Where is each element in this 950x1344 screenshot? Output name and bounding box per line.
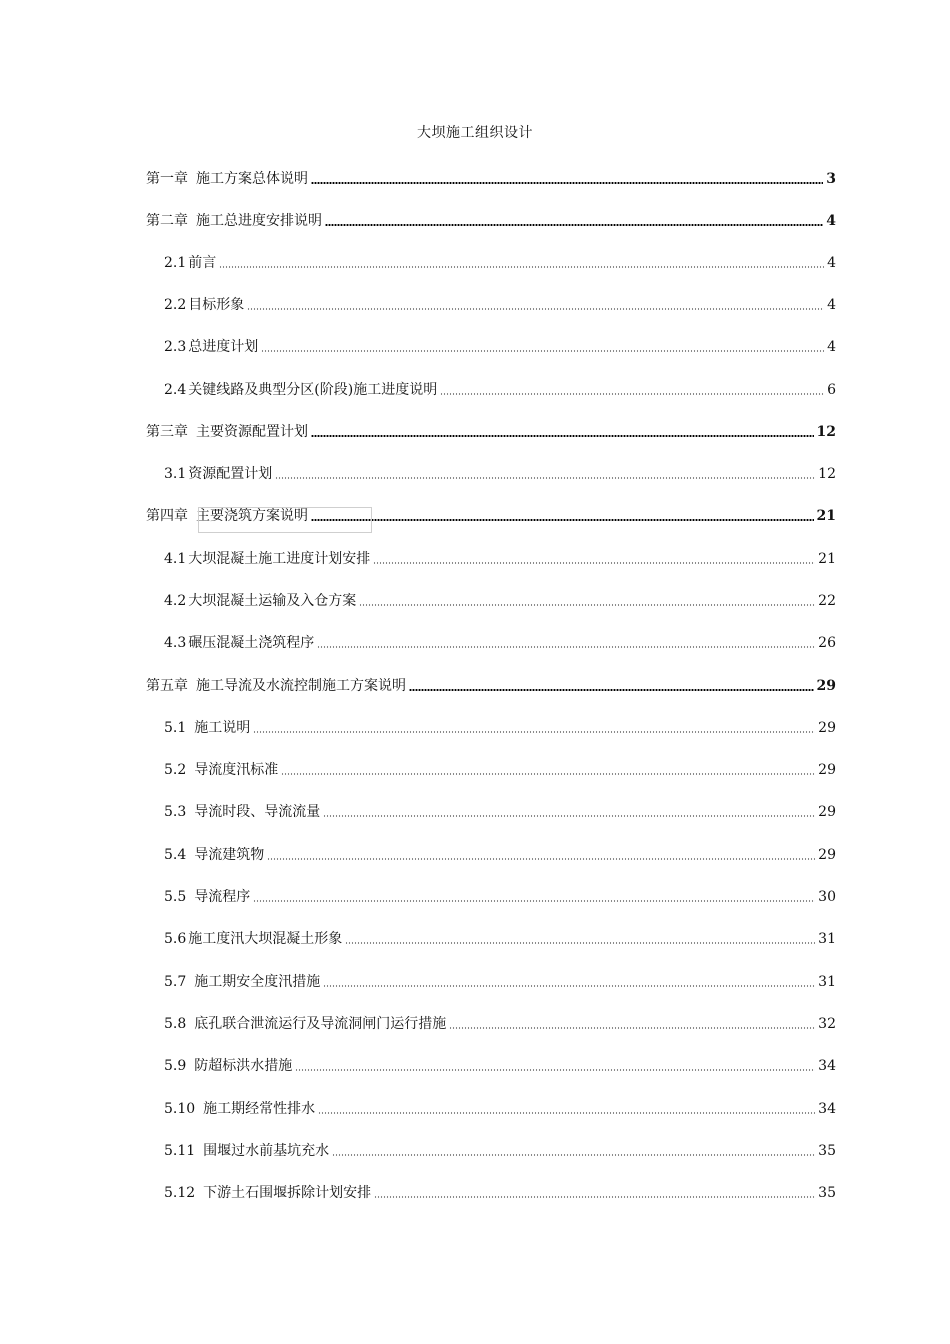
toc-label: 底孔联合泄流运行及导流洞闸门运行措施 (194, 1016, 447, 1032)
toc-entry-4-2[interactable] (164, 588, 836, 610)
toc-number: 2.4 (164, 382, 187, 398)
dot-leader (219, 266, 824, 268)
dot-leader (253, 731, 815, 733)
toc-label: 施工度汛大坝混凝土形象 (188, 931, 343, 947)
toc-number: 5.9 (164, 1058, 187, 1074)
toc-label: 导流建筑物 (194, 847, 265, 863)
toc-label: 防超标洪水措施 (194, 1058, 293, 1074)
toc-label: 施工导流及水流控制施工方案说明 (196, 678, 406, 694)
dot-leader (275, 477, 815, 479)
document-title: 大坝施工组织设计 (417, 125, 533, 141)
toc-entry-5-9[interactable] (164, 1053, 836, 1075)
toc-number: 第四章 (146, 508, 188, 524)
toc-number: 3.1 (164, 466, 187, 482)
toc-entry-5-3[interactable] (164, 799, 836, 821)
dot-leader (325, 224, 823, 226)
dot-leader (311, 519, 814, 521)
toc-page-number: 29 (816, 678, 836, 694)
toc-page-number: 32 (818, 1016, 836, 1032)
toc-label: 总进度计划 (188, 339, 259, 355)
toc-page-number: 6 (827, 382, 836, 398)
dot-leader (281, 773, 815, 775)
toc-entry-chapter-1[interactable] (146, 166, 836, 188)
toc-label: 施工说明 (194, 720, 251, 736)
toc-entry-5-4[interactable] (164, 842, 836, 864)
toc-number: 第二章 (146, 213, 188, 229)
toc-number: 5.11 (164, 1143, 196, 1159)
toc-entry-5-8[interactable] (164, 1011, 836, 1033)
toc-entry-4-1[interactable] (164, 546, 836, 568)
toc-label: 施工期经常性排水 (203, 1101, 316, 1117)
toc-page-number: 12 (818, 466, 836, 482)
toc-number: 5.7 (164, 974, 187, 990)
toc-label: 主要浇筑方案说明 (196, 508, 308, 524)
dot-leader (373, 562, 815, 564)
toc-entry-5-1[interactable] (164, 715, 836, 737)
toc-label: 导流时段、导流流量 (194, 804, 321, 820)
toc-label: 导流程序 (194, 889, 251, 905)
toc-page-number: 29 (818, 804, 836, 820)
toc-label: 关键线路及典型分区(阶段)施工进度说明 (188, 382, 438, 398)
toc-page-number: 3 (826, 171, 836, 187)
toc-page-number: 31 (818, 931, 836, 947)
toc-page-number: 35 (818, 1143, 836, 1159)
dot-leader (247, 308, 824, 310)
dot-leader (323, 985, 815, 987)
dot-leader (267, 858, 815, 860)
toc-page-number: 29 (818, 720, 836, 736)
toc-page-number: 4 (827, 255, 836, 271)
toc-entry-2-3[interactable] (164, 334, 836, 356)
toc-label: 资源配置计划 (188, 466, 273, 482)
toc-number: 5.8 (164, 1016, 187, 1032)
toc-number: 2.3 (164, 339, 187, 355)
toc-entry-chapter-5[interactable] (146, 673, 836, 695)
dot-leader (311, 435, 814, 437)
toc-number: 第三章 (146, 424, 188, 440)
dot-leader (359, 604, 815, 606)
toc-entry-2-1[interactable] (164, 250, 836, 272)
toc-page-number: 4 (826, 213, 836, 229)
toc-page-number: 21 (818, 551, 836, 567)
dot-leader (345, 942, 815, 944)
toc-label: 大坝混凝土施工进度计划安排 (188, 551, 371, 567)
toc-label: 碾压混凝土浇筑程序 (188, 635, 315, 651)
toc-entry-5-10[interactable] (164, 1096, 836, 1118)
toc-page-number: 30 (818, 889, 836, 905)
dot-leader (311, 182, 823, 184)
toc-entry-5-12[interactable] (164, 1180, 836, 1202)
toc-label: 施工总进度安排说明 (196, 213, 322, 229)
toc-number: 5.5 (164, 889, 187, 905)
dot-leader (409, 689, 814, 691)
toc-entry-4-3[interactable] (164, 630, 836, 652)
dot-leader (261, 350, 824, 352)
toc-number: 5.2 (164, 762, 187, 778)
toc-entry-2-2[interactable] (164, 292, 836, 314)
dot-leader (318, 1112, 815, 1114)
dot-leader (295, 1069, 815, 1071)
toc-label: 目标形象 (188, 297, 245, 313)
dot-leader (440, 393, 824, 395)
dot-leader (332, 1154, 815, 1156)
toc-label: 大坝混凝土运输及入仓方案 (188, 593, 357, 609)
toc-page-number: 29 (818, 762, 836, 778)
dot-leader (323, 815, 815, 817)
toc-number: 4.3 (164, 635, 187, 651)
toc-number: 4.2 (164, 593, 187, 609)
toc-number: 4.1 (164, 551, 187, 567)
toc-number: 5.6 (164, 931, 187, 947)
dot-leader (449, 1027, 815, 1029)
toc-number: 5.1 (164, 720, 187, 736)
toc-entry-2-4[interactable] (164, 377, 836, 399)
toc-number: 2.1 (164, 255, 187, 271)
toc-number: 第一章 (146, 171, 188, 187)
toc-number: 2.2 (164, 297, 187, 313)
toc-number: 5.3 (164, 804, 187, 820)
toc-entry-3-1[interactable] (164, 461, 836, 483)
dot-leader (253, 900, 815, 902)
toc-page-number: 31 (818, 974, 836, 990)
toc-label: 下游土石围堰拆除计划安排 (203, 1185, 372, 1201)
toc-page-number: 4 (827, 297, 836, 313)
toc-label: 施工期安全度汛措施 (194, 974, 321, 990)
toc-page-number: 34 (818, 1058, 836, 1074)
toc-entry-5-6[interactable] (164, 926, 836, 948)
toc-entry-5-2[interactable] (164, 757, 836, 779)
toc-entry-5-5[interactable] (164, 884, 836, 906)
toc-label: 前言 (188, 255, 217, 271)
dot-leader (317, 646, 815, 648)
toc-entry-5-11[interactable] (164, 1138, 836, 1160)
toc-page-number: 26 (818, 635, 836, 651)
toc-label: 导流度汛标准 (194, 762, 279, 778)
toc-number: 5.4 (164, 847, 187, 863)
toc-page-number: 22 (818, 593, 836, 609)
toc-page-number: 12 (816, 424, 836, 440)
toc-entry-chapter-3[interactable] (146, 419, 836, 441)
dot-leader (374, 1196, 815, 1198)
toc-page-number: 35 (818, 1185, 836, 1201)
toc-entry-chapter-2[interactable] (146, 208, 836, 230)
toc-page-number: 21 (816, 508, 836, 524)
toc-number: 第五章 (146, 678, 188, 694)
toc-page-number: 4 (827, 339, 836, 355)
toc-entry-5-7[interactable] (164, 969, 836, 991)
toc-label: 施工方案总体说明 (196, 171, 308, 187)
toc-page-number: 29 (818, 847, 836, 863)
toc-label: 主要资源配置计划 (196, 424, 308, 440)
toc-label: 围堰过水前基坑充水 (203, 1143, 330, 1159)
selection-frame (198, 507, 372, 533)
toc-number: 5.10 (164, 1101, 196, 1117)
toc-page-number: 34 (818, 1101, 836, 1117)
toc-number: 5.12 (164, 1185, 196, 1201)
